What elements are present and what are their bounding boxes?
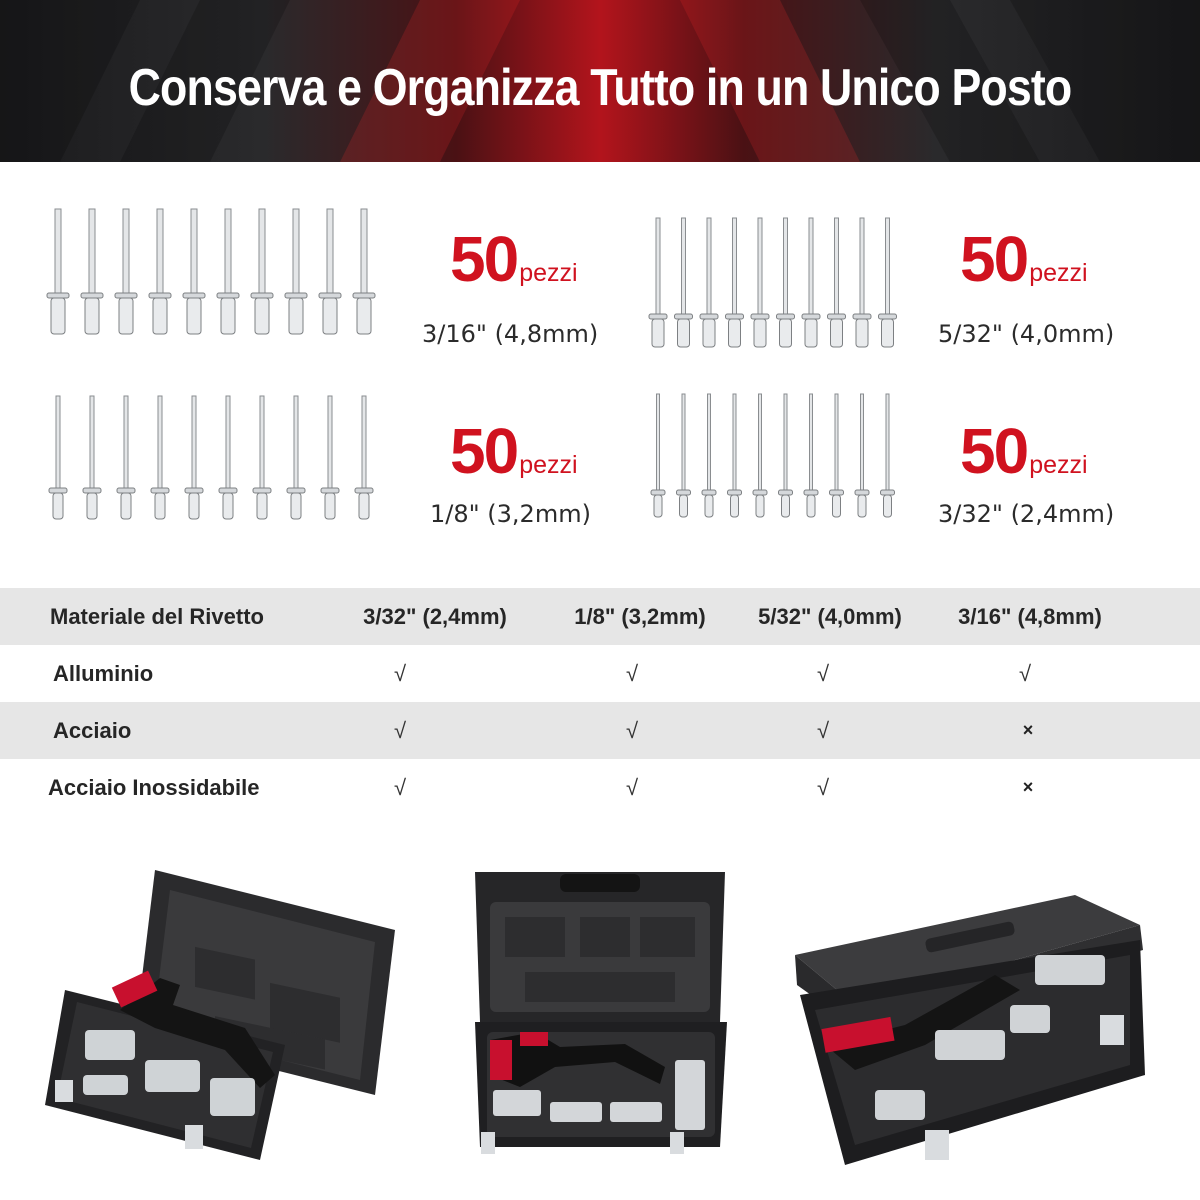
case-lid-half-open-photo [785, 895, 1165, 1170]
size-1-8: 1/8" (3,2mm) [430, 500, 591, 528]
rivets-1-8-image [38, 392, 398, 532]
header-material: Materiale del Rivetto [50, 603, 264, 629]
size-3-16: 3/16" (4,8mm) [422, 320, 599, 348]
rivet-icon [251, 209, 273, 334]
rivet-icon [777, 218, 795, 347]
rivet-icon [879, 218, 897, 347]
rivet-icon [728, 394, 742, 517]
rivet-icon [149, 209, 171, 334]
rivet-icon [49, 396, 67, 519]
rivet-icon [217, 209, 239, 334]
check-mark: √ [393, 660, 407, 686]
rivet-icon [802, 218, 820, 347]
open-case-angled-photo [45, 860, 425, 1160]
cross-mark: × [1022, 720, 1034, 740]
table-row [0, 702, 1200, 759]
rivet-icon [355, 396, 373, 519]
open-case-front-photo [465, 862, 735, 1162]
rivet-icon [319, 209, 341, 334]
header-3-32: 3/32" (2,4mm) [363, 603, 507, 629]
rivet-icon [253, 396, 271, 519]
rivet-icon [830, 394, 844, 517]
rivet-icon [47, 209, 69, 334]
rivet-icon [700, 218, 718, 347]
rivet-icon [321, 396, 339, 519]
rivet-icon [285, 209, 307, 334]
rivet-icon [115, 209, 137, 334]
row-material: Acciaio Inossidabile [48, 774, 260, 800]
material-compatibility-table [0, 588, 1200, 816]
table-header-row [0, 588, 1200, 645]
title-banner [0, 0, 1200, 162]
page-title: Conserva e Organizza Tutto in un Unico Posto [128, 59, 1072, 117]
row-material: Acciaio [53, 717, 132, 743]
rivet-icon [649, 218, 667, 347]
check-mark: √ [625, 717, 639, 743]
table-row [0, 759, 1200, 816]
rivet-icon [751, 218, 769, 347]
count-3-32: 50pezzi [960, 415, 1088, 487]
count-1-8: 50pezzi [450, 415, 578, 487]
rivets-3-32-image [638, 390, 908, 530]
check-mark: √ [625, 774, 639, 800]
rivet-icon [219, 396, 237, 519]
rivets-3-16-image [38, 205, 398, 345]
rivet-icon [779, 394, 793, 517]
rivet-icon [726, 218, 744, 347]
rivet-icon [151, 396, 169, 519]
size-5-32: 5/32" (4,0mm) [938, 320, 1115, 348]
header-5-32: 5/32" (4,0mm) [758, 603, 902, 629]
rivet-icon [675, 218, 693, 347]
header-3-16: 3/16" (4,8mm) [958, 603, 1102, 629]
rivet-icon [185, 396, 203, 519]
rivet-icon [702, 394, 716, 517]
rivet-icon [651, 394, 665, 517]
count-3-16: 50pezzi [450, 223, 578, 295]
rivet-icon [83, 396, 101, 519]
table-row [0, 645, 1200, 702]
check-mark: √ [393, 774, 407, 800]
rivet-icon [828, 218, 846, 347]
check-mark: √ [816, 717, 830, 743]
rivet-icon [183, 209, 205, 334]
check-mark: √ [816, 660, 830, 686]
rivet-icon [881, 394, 895, 517]
count-5-32: 50pezzi [960, 223, 1088, 295]
rivet-icon [855, 394, 869, 517]
size-3-32: 3/32" (2,4mm) [938, 500, 1115, 528]
rivet-icon [287, 396, 305, 519]
header-1-8: 1/8" (3,2mm) [574, 603, 706, 629]
rivet-icon [753, 394, 767, 517]
rivet-icon [353, 209, 375, 334]
check-mark: √ [1018, 660, 1032, 686]
rivet-icon [853, 218, 871, 347]
cross-mark: × [1022, 777, 1034, 797]
rivets-5-32-image [638, 214, 908, 354]
row-material: Alluminio [53, 660, 154, 686]
check-mark: √ [625, 660, 639, 686]
check-mark: √ [393, 717, 407, 743]
rivet-icon [81, 209, 103, 334]
check-mark: √ [816, 774, 830, 800]
rivet-icon [804, 394, 818, 517]
rivet-icon [117, 396, 135, 519]
rivet-icon [677, 394, 691, 517]
